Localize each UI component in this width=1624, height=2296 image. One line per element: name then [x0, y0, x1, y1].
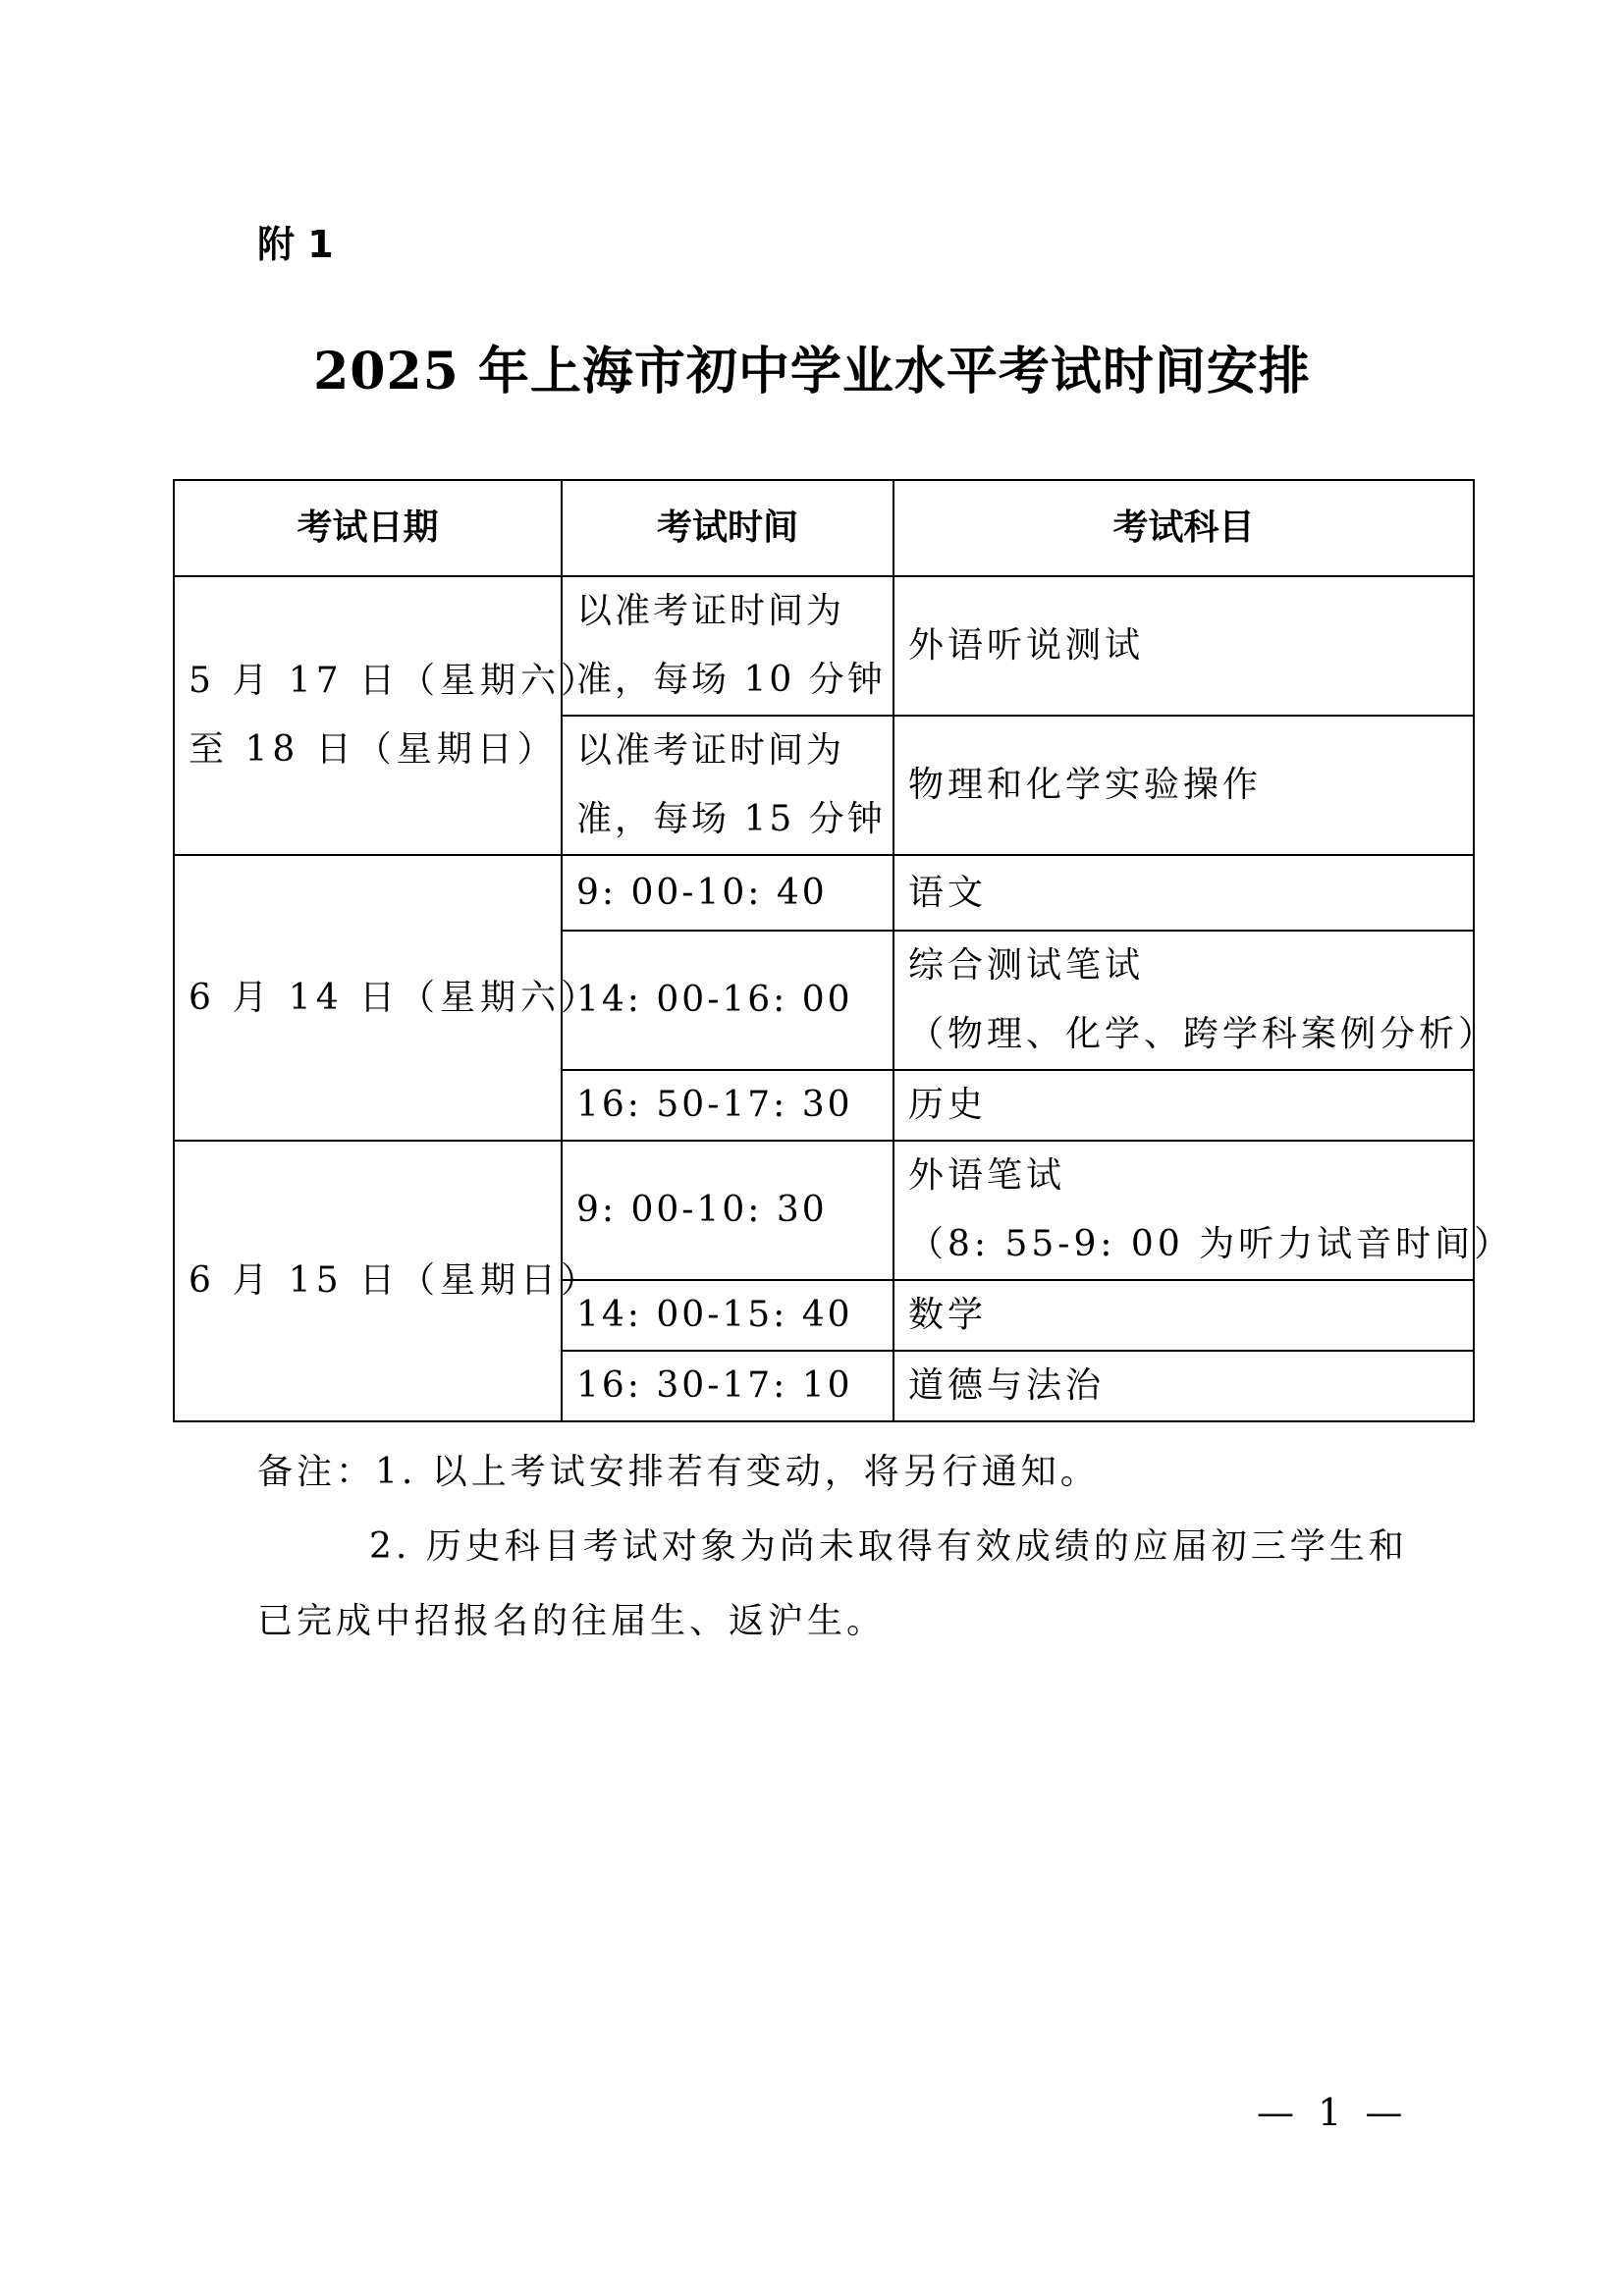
document-title: 2025 年上海市初中学业水平考试时间安排 [313, 342, 1311, 401]
subject-line: 道德与法治 [908, 1365, 1106, 1406]
subject-cell [893, 716, 1474, 855]
time-cell [562, 1351, 893, 1421]
time-line: 16: 50-17: 30 [576, 1085, 853, 1125]
time-cell [562, 716, 893, 855]
date-line: 6 月 15 日（星期日） [189, 1260, 602, 1301]
table-header-row [174, 480, 1474, 576]
table-row [174, 576, 1474, 716]
date-cell [174, 855, 602, 1141]
date-cell [174, 1141, 602, 1421]
subject-line: （物理、化学、跨学科案例分析） [908, 1014, 1498, 1054]
time-cell [562, 855, 893, 931]
subject-cell [893, 855, 1474, 931]
subject-line: 语文 [908, 872, 988, 913]
header-exam-date: 考试日期 [174, 480, 562, 576]
note-line-2: 2. 历史科目考试对象为尚未取得有效成绩的应届初三学生和 [369, 1526, 1408, 1567]
notes-section [257, 1435, 1435, 1659]
date-line: 5 月 17 日（星期六） [189, 661, 602, 701]
header-exam-time: 考试时间 [562, 480, 893, 576]
subject-cell [893, 931, 1498, 1070]
time-cell [562, 1141, 893, 1280]
subject-line: （8: 55-9: 00 为听力试音时间） [908, 1224, 1514, 1264]
time-line: 9: 00-10: 40 [576, 872, 828, 913]
subject-line: 历史 [908, 1085, 988, 1125]
time-line: 准，每场 15 分钟 [576, 799, 886, 839]
time-line: 9: 00-10: 30 [576, 1190, 828, 1230]
subject-cell [893, 576, 1474, 716]
table-row [174, 1141, 1474, 1280]
time-cell [562, 1280, 893, 1351]
time-cell [562, 1070, 893, 1141]
date-line: 至 18 日（星期日） [189, 729, 558, 770]
subject-line: 物理和化学实验操作 [908, 765, 1263, 805]
subject-cell [893, 1070, 1474, 1141]
subject-line: 外语笔试 [908, 1155, 1066, 1196]
time-line: 16: 30-17: 10 [576, 1365, 853, 1406]
date-line: 6 月 14 日（星期六） [189, 977, 602, 1018]
note-line-1: 备注：1. 以上考试安排若有变动，将另行通知。 [257, 1452, 1100, 1492]
date-cell [174, 576, 602, 855]
page-number: — 1 — [1257, 2091, 1409, 2134]
subject-line: 外语听说测试 [908, 625, 1145, 666]
time-line: 以准考证时间为 [576, 730, 845, 771]
subject-cell [893, 1280, 1474, 1351]
time-cell [562, 576, 893, 716]
exam-schedule-table [173, 479, 1514, 1422]
subject-line: 综合测试笔试 [908, 945, 1145, 986]
time-cell [562, 931, 893, 1070]
table-row [174, 855, 1474, 931]
subject-line: 数学 [908, 1295, 988, 1335]
subject-cell [893, 1351, 1474, 1421]
subject-cell [893, 1141, 1514, 1280]
note-line-3: 已完成中招报名的往届生、返沪生。 [257, 1601, 887, 1641]
attachment-label: 附 1 [257, 223, 334, 266]
time-line: 14: 00-16: 00 [576, 980, 853, 1020]
time-line: 以准考证时间为 [576, 591, 845, 631]
time-line: 准，每场 10 分钟 [576, 660, 886, 700]
header-exam-subject: 考试科目 [893, 480, 1474, 576]
time-line: 14: 00-15: 40 [576, 1295, 853, 1335]
